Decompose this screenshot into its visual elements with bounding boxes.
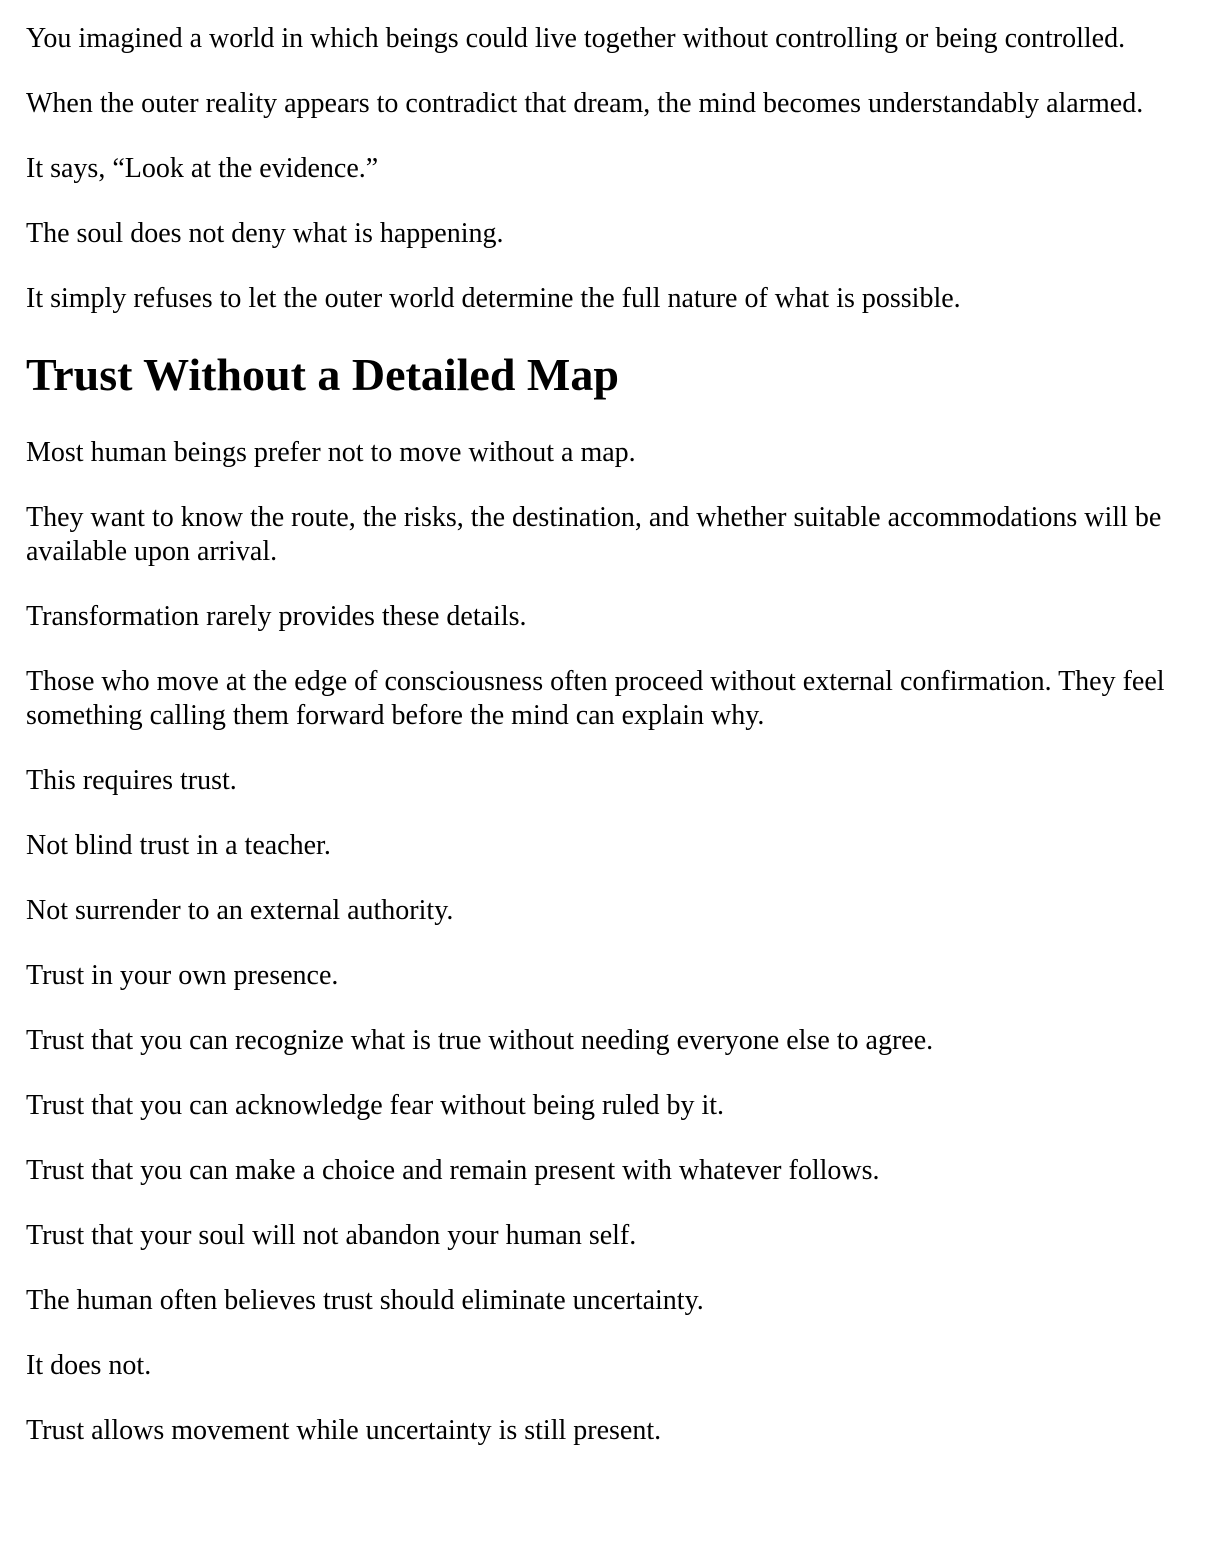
paragraph: When the outer reality appears to contradict that dream, the mind becomes understandably alarmed. <box>26 88 1144 119</box>
paragraph: Trust allows movement while uncertainty is still present. <box>26 1415 662 1446</box>
paragraph: Trust that you can make a choice and remain present with whatever follows. <box>26 1155 880 1186</box>
paragraph: The soul does not deny what is happening. <box>26 218 504 249</box>
paragraph: This requires trust. <box>26 765 237 796</box>
paragraph: It says, “Look at the evidence.” <box>26 153 379 184</box>
paragraph: Most human beings prefer not to move without a map. <box>26 437 636 468</box>
paragraph: The human often believes trust should eliminate uncertainty. <box>26 1285 704 1316</box>
paragraph: It simply refuses to let the outer world determine the full nature of what is possible. <box>26 283 961 314</box>
paragraph: It does not. <box>26 1350 152 1381</box>
paragraph: Trust in your own presence. <box>26 960 339 991</box>
paragraph: They want to know the route, the risks, the destination, and whether suitable accommodations will be available upon arrival. <box>26 502 1162 567</box>
paragraph: Trust that you can recognize what is true without needing everyone else to agree. <box>26 1025 934 1056</box>
paragraph: Trust that you can acknowledge fear without being ruled by it. <box>26 1090 725 1121</box>
section-heading: Trust Without a Detailed Map <box>26 349 619 400</box>
paragraph: Not surrender to an external authority. <box>26 895 454 926</box>
paragraph: Trust that your soul will not abandon your human self. <box>26 1220 637 1251</box>
paragraph: Transformation rarely provides these details. <box>26 601 527 632</box>
paragraph: Those who move at the edge of consciousness often proceed without external confirmation. They feel something calling them forward before the mind can explain why. <box>26 666 1165 731</box>
paragraph: Not blind trust in a teacher. <box>26 830 331 861</box>
paragraph: You imagined a world in which beings could live together without controlling or being controlled. <box>26 23 1126 54</box>
